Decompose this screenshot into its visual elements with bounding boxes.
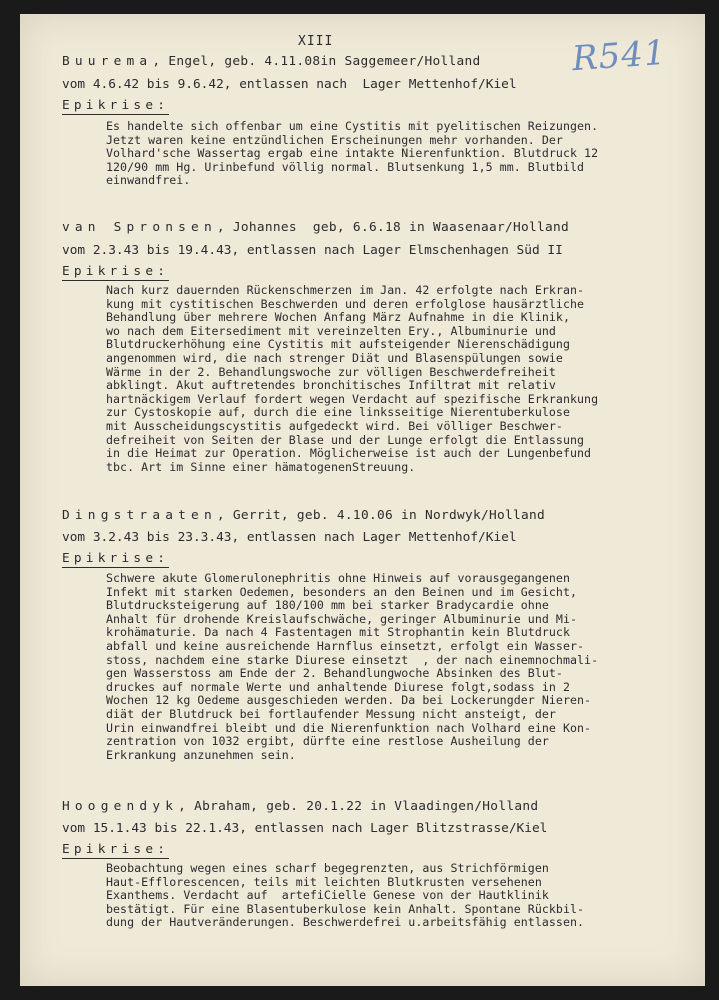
epikrise-heading: Epikrise:: [62, 264, 170, 279]
epikrise-text: Es handelte sich offenbar um eine Cystitis mit pyelitischen Reizungen. Jetzt waren keine entzündlichen Erscheinungen mehr vorhanden. Der Volhard'sche Wassertag ergab eine intakte Nierenfunktion. Blutdruck 12 120/90 mm Hg. Urinbefund völlig normal. Blutsenkung 1,5 mm. Blutbild einwandfrei.: [106, 119, 599, 188]
epikrise-text: Beobachtung wegen eines scharf begegrenzten, aus Strichförmigen Haut-Efflorescencen, teils mit leichten Blutkrusten versehenen Exanthems. Verdacht auf artefiCielle Genese von der Hautklinik bestätigt. Für eine Blasentuberkulose kein Anhalt. Spontane Rückbil- dung der Hautveränderungen. Beschwerdefrei u.arbeitsfähig entlassen.: [106, 861, 585, 930]
patient-name-line: [62, 799, 538, 815]
archive-stamp: R541: [570, 32, 668, 80]
stay-line: vom 15.1.43 bis 22.1.43, entlassen nach Lager Blitzstrasse/Kiel: [62, 821, 548, 836]
epikrise-heading: Epikrise:: [62, 842, 170, 857]
patient-surname: Dingstraaten: [62, 508, 217, 523]
stay-line: vom 4.6.42 bis 9.6.42, entlassen nach Lager Mettenhof/Kiel: [62, 77, 517, 92]
epikrise-heading: Epikrise:: [62, 98, 170, 113]
patient-details: , Engel, geb. 4.11.08in Saggemeer/Holland: [152, 54, 481, 69]
patient-surname: Buurema: [62, 54, 153, 69]
patient-name-line: [62, 220, 569, 236]
patient-surname: Hoogendyk: [62, 799, 179, 814]
epikrise-heading: Epikrise:: [62, 551, 170, 566]
patient-surname: van Spronsen: [62, 220, 217, 235]
patient-name-line: [62, 508, 545, 524]
patient-details: , Gerrit, geb. 4.10.06 in Nordwyk/Holland: [216, 508, 546, 523]
page-number: XIII: [298, 34, 334, 49]
stay-line: vom 2.3.43 bis 19.4.43, entlassen nach Lager Elmschenhagen Süd II: [62, 243, 563, 258]
epikrise-text: Schwere akute Glomerulonephritis ohne Hinweis auf vorausgegangenen Infekt mit starken Oedemen, besonders an den Beinen und im Gesicht, Blutdrucksteigerung auf 180/100 mm bei starker Bradycardie ohne Anhalt für drohende Kreislaufschwäche, geringer Albuminurie und Mi- krohämaturie. Da nach 4 Fastentagen mit Strophantin kein Blutdruck abfall und keine ausreichende Harnflus einsetzt, erfolgt ein Wasser- stoss, nachdem eine starke Diurese einsetzt , der nach einemnochmali- gen Wasserstoss am Ende der 2. Behandlungwoche Absinken des Blut- druckes auf normale Werte und anhaltende Diurese folgt,sodass in 2 Wochen 12 kg Oedeme ausgeschieden werden. Da bei Lockerungder Nieren- diät der Blutdruck bei fortlaufender Messung nicht ansteigt, der Urin einwandfrei bleibt und die Nierenfunktion nach Volhard eine Kon- zentration von 1032 ergibt, dürfte eine restlose Ausheilung der Erkrankung anzunehmen sein.: [106, 571, 599, 762]
document-page: [20, 14, 705, 986]
patient-details: , Johannes geb, 6.6.18 in Waasenaar/Holland: [216, 220, 570, 235]
patient-name-line: [62, 54, 481, 70]
epikrise-text: Nach kurz dauernden Rückenschmerzen im Jan. 42 erfolgte nach Erkran- kung mit cystitischen Beschwerden und deren erfolglose hausärztliche Behandlung über mehrere Wochen Anfang März Aufnahme in die Klinik, wo nach dem Eitersediment mit vereinzelten Ery., Albuminurie und Blutdruckerhöhung eine Cystitis mit aufsteigender Nierenschädigung angenommen wird, die nach strenger Diät und Blasenspülungen sowie Wärme in der 2. Behandlungswoche zur völligen Beschwerdefreiheit abklingt. Akut auftretendes bronchitisches Infiltrat mit relativ hartnäckigem Verlauf fordert wegen Verdacht auf spezifische Erkrankung zur Cystoskopie auf, durch die eine linksseitige Nierentuberkulose mit Ausscheidungscystitis aufgedeckt wird. Bei völliger Beschwer- defreiheit von Seiten der Blase und der Lunge erfolgt die Entlassung in die Heimat zur Operation. Möglicherweise ist auch der Lungenbefund tbc. Art im Sinne einer hämatogenenStreuung.: [106, 283, 599, 474]
patient-details: , Abraham, geb. 20.1.22 in Vlaadingen/Holland: [178, 799, 539, 814]
stay-line: vom 3.2.43 bis 23.3.43, entlassen nach Lager Mettenhof/Kiel: [62, 530, 517, 545]
